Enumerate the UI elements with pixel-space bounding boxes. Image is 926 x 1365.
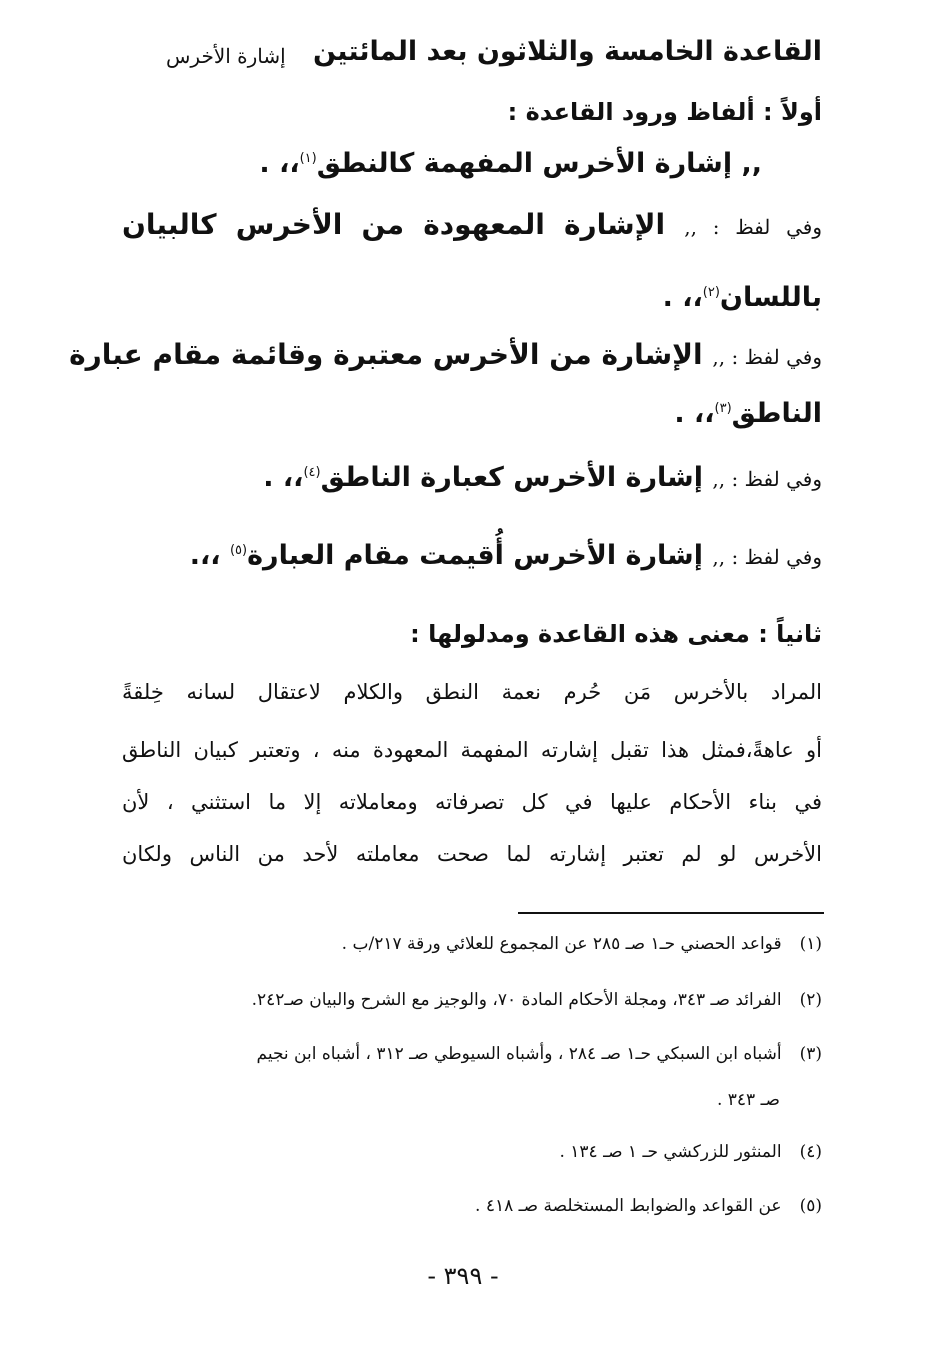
wording-end: ،، . xyxy=(662,282,703,313)
wording-line xyxy=(122,208,822,241)
footnote-text: عن القواعد والضوابط المستخلصة صـ ٤١٨ . xyxy=(475,1196,782,1216)
running-head-subject: إشارة الأخرس xyxy=(166,44,286,68)
footnote-ref[interactable]: (٢) xyxy=(702,285,720,300)
wording-text: الإشارة المعهودة من الأخرس كالبيان xyxy=(122,208,666,241)
footnote-number: (١) xyxy=(799,934,822,954)
footnote-ref[interactable]: (١) xyxy=(299,151,317,166)
section-heading-wordings: أولاً : ألفاظ ورود القاعدة : xyxy=(507,98,822,126)
wording-text: الإشارة من الأخرس معتبرة وقائمة مقام عبارة xyxy=(69,338,703,371)
footnote-text: المنثور للزركشي حـ ١ صـ ١٣٤ . xyxy=(559,1142,782,1162)
footnote-number: (٣) xyxy=(799,1044,822,1064)
wording-line xyxy=(674,398,822,429)
wording-line xyxy=(259,148,762,179)
footnote-text: أشباه ابن السبكي حـ١ صـ ٢٨٤ ، وأشباه السيوطي صـ ٣١٢ ، أشباه ابن نجيم xyxy=(256,1044,782,1064)
paragraph-line: أو عاهةً،فمثل هذا تقبل إشارته المفهمة المعهودة منه ، وتعتبر كبيان الناطق xyxy=(122,738,822,762)
footnote xyxy=(559,1142,822,1162)
footnote-separator xyxy=(518,912,824,914)
footnote-text: صـ ٣٤٣ . xyxy=(716,1090,780,1110)
wording-prefix: وفي لفظ : ,, xyxy=(712,545,822,569)
footnote xyxy=(257,1044,823,1064)
wording-line xyxy=(190,540,822,571)
page-number: - ٣٩٩ - xyxy=(427,1262,499,1290)
wording-end: ،، . xyxy=(263,462,304,493)
section-heading-meaning: ثانياً : معنى هذه القاعدة ومدلولها : xyxy=(410,620,822,648)
paragraph-line: الأخرس لو لم تعتبر إشارته لما صحت معاملته لأحد من الناس ولكان xyxy=(122,842,822,866)
footnote-ref[interactable]: (٤) xyxy=(303,465,321,480)
rule-title: القاعدة الخامسة والثلاثون بعد المائتين xyxy=(313,36,822,67)
wording-text: ,, إشارة الأخرس المفهمة كالنطق xyxy=(316,148,762,179)
wording-text: الناطق xyxy=(731,398,822,429)
wording-text: إشارة الأخرس أُقيمت مقام العبارة xyxy=(247,540,703,571)
wording-prefix: وفي لفظ : ,, xyxy=(712,345,822,369)
wording-line xyxy=(663,282,822,313)
wording-prefix: وفي لفظ : ,, xyxy=(684,215,823,239)
wording-line xyxy=(69,338,822,371)
footnote-number: (٥) xyxy=(799,1196,822,1216)
footnote-ref[interactable]: (٥) xyxy=(229,543,248,558)
footnote-number: (٤) xyxy=(799,1142,822,1162)
wording-text: إشارة الأخرس كعبارة الناطق xyxy=(320,462,703,493)
footnote-text: الفرائد صـ ٣٤٣، ومجلة الأحكام المادة ٧٠، والوجيز مع الشرح والبيان صـ٢٤٢. xyxy=(251,990,782,1010)
footnote-continuation xyxy=(717,1090,780,1110)
wording-prefix: وفي لفظ : ,, xyxy=(712,467,822,491)
wording-end: ،، . xyxy=(674,398,715,429)
wording-end: ،، . xyxy=(259,148,300,179)
paragraph-line: المراد بالأخرس مَن حُرم نعمة النطق والكلام لاعتقال لسانه خِلقةً xyxy=(122,680,822,704)
footnote xyxy=(342,934,822,954)
wording-text: باللسان xyxy=(719,282,822,313)
footnote xyxy=(252,990,822,1010)
footnote-number: (٢) xyxy=(799,990,822,1010)
paragraph-line: في بناء الأحكام عليها في كل تصرفاته ومعاملاته إلا ما استثني ، لأن xyxy=(122,790,822,814)
footnote xyxy=(475,1196,822,1216)
footnote-text: قواعد الحصني حـ١ صـ ٢٨٥ عن المجموع للعلائي ورقة ٢١٧/ب . xyxy=(341,934,782,954)
wording-end: ،،. xyxy=(189,540,230,571)
wording-line xyxy=(263,462,822,493)
footnote-ref[interactable]: (٣) xyxy=(714,401,732,416)
